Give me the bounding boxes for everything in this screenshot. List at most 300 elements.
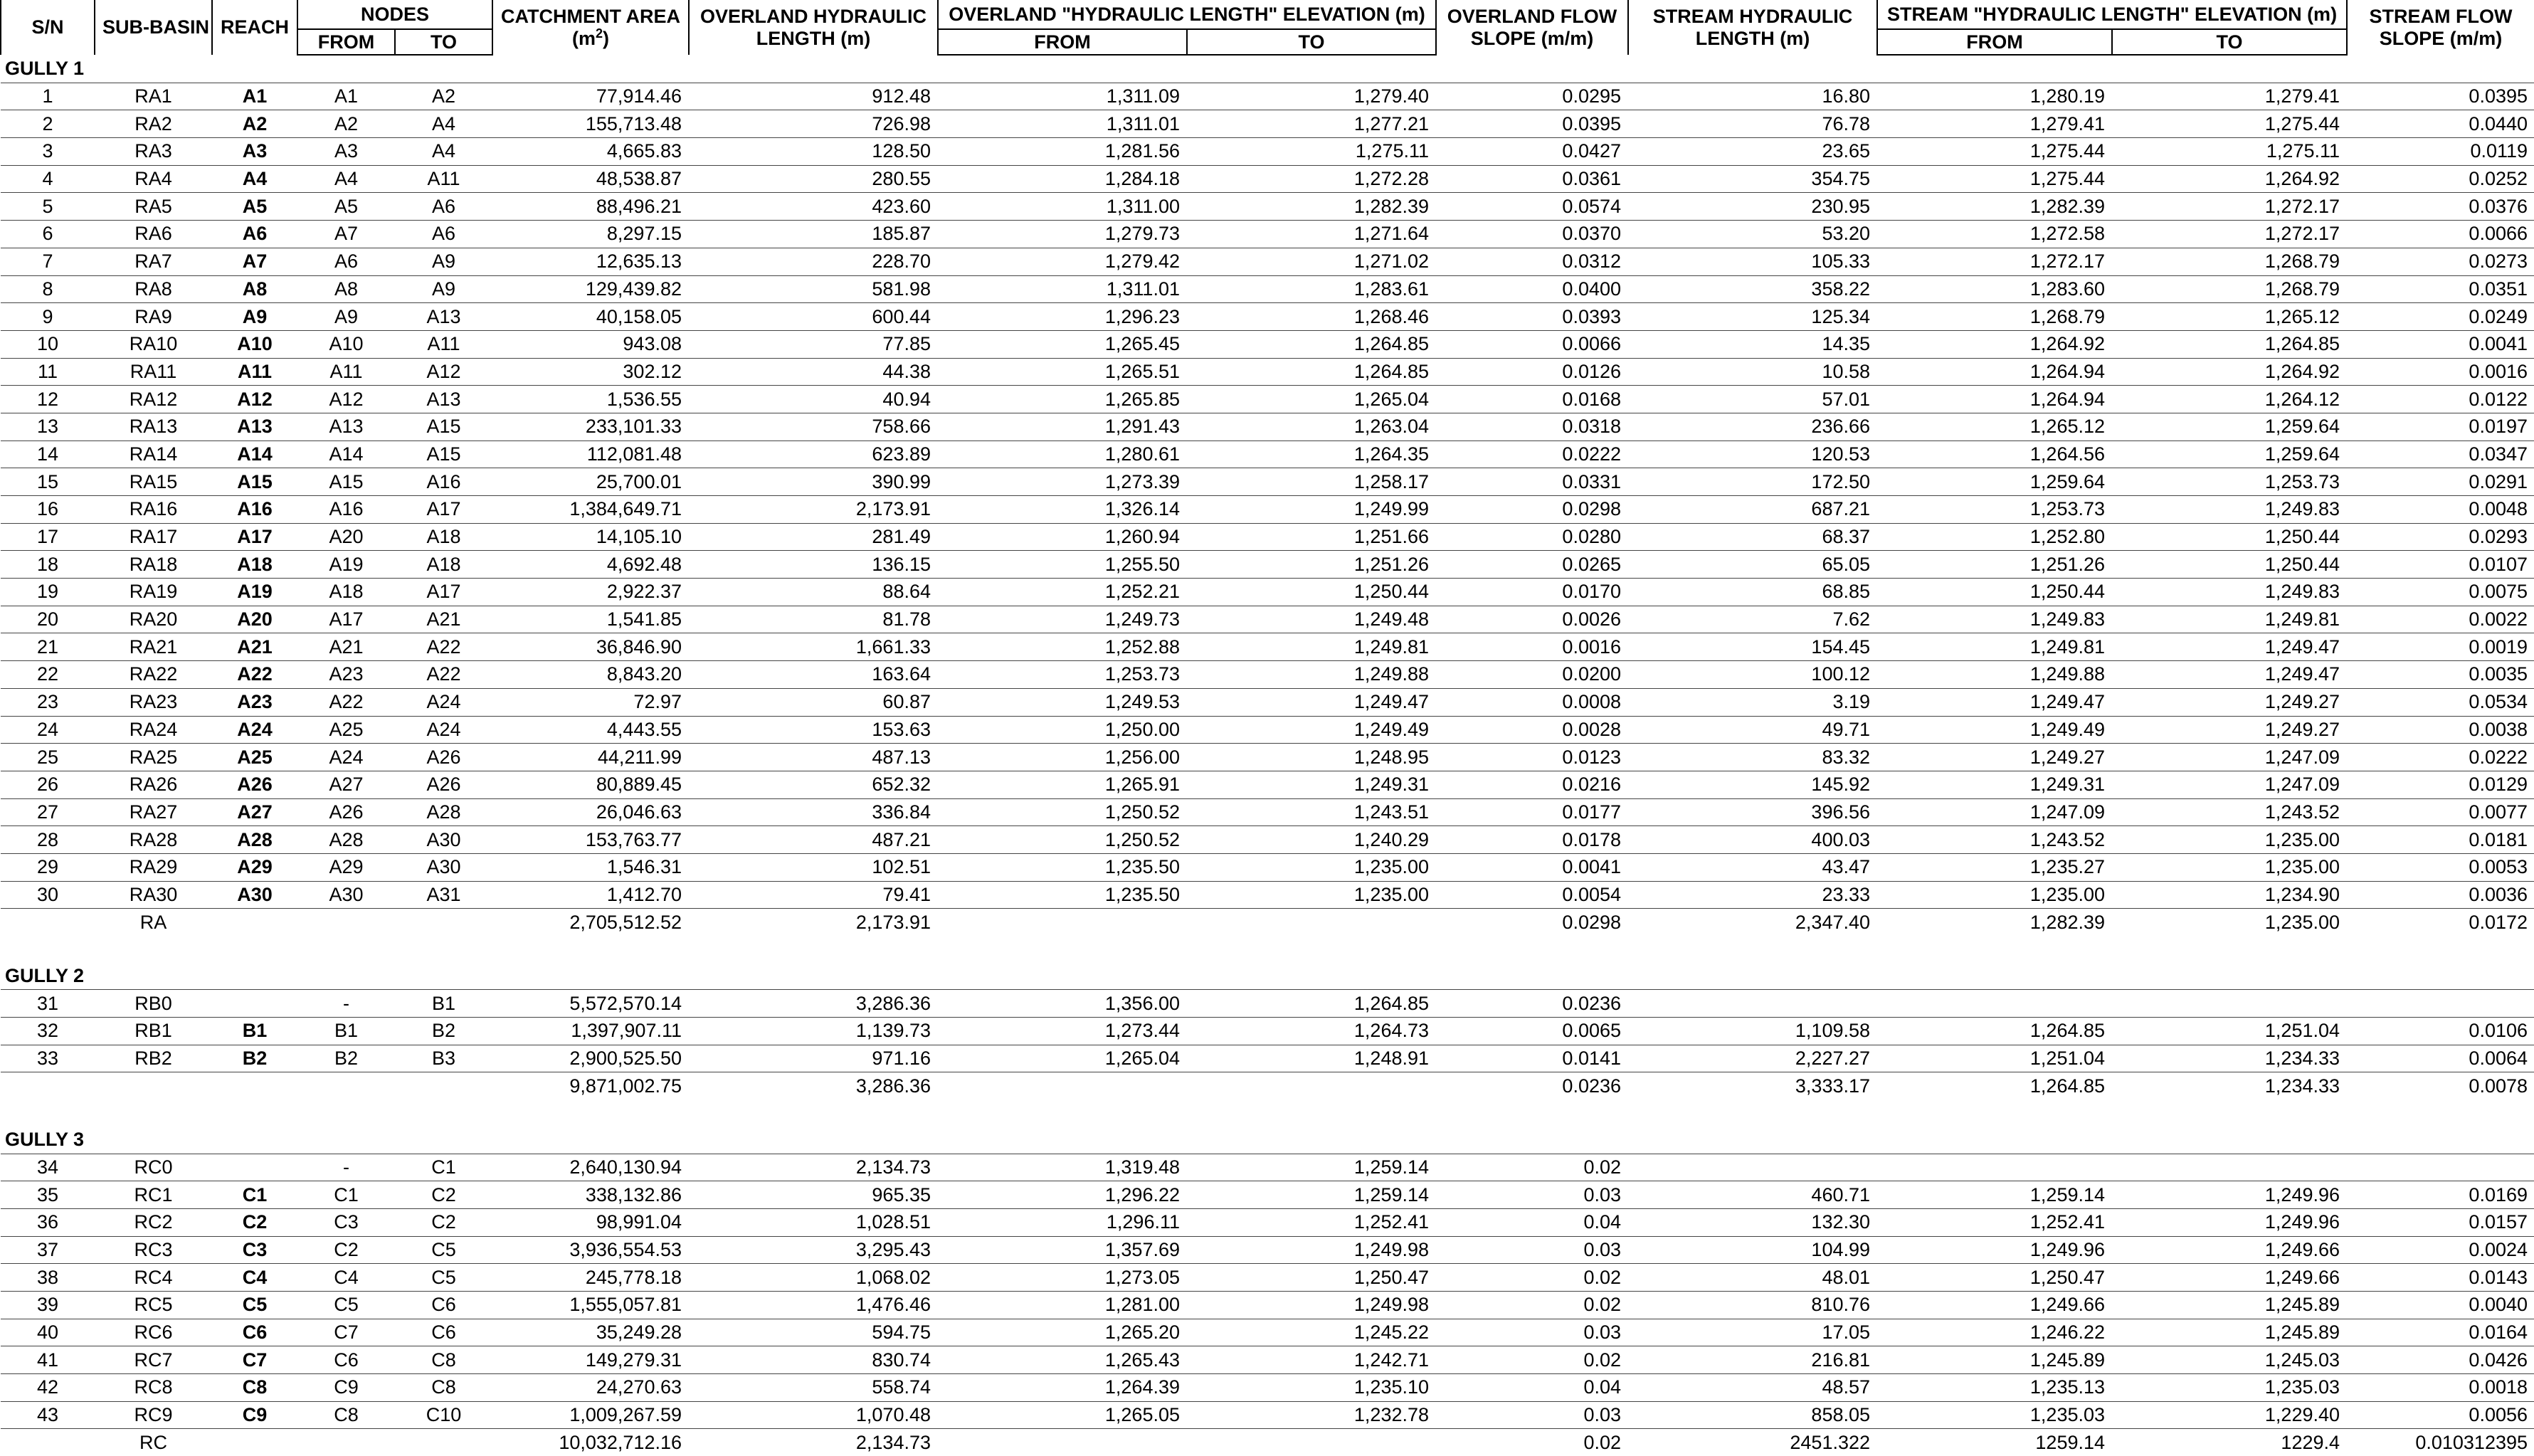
cell-overland-slope: 0.02	[1436, 1154, 1628, 1181]
cell-overland-length: 280.55	[689, 165, 938, 193]
cell-stream-slope: 0.0376	[2347, 193, 2534, 221]
cell-overland-slope: 0.0123	[1436, 744, 1628, 771]
header-overland-slope	[1436, 0, 1628, 55]
table-row	[1, 496, 2534, 524]
cell-overland-slope: 0.02	[1436, 1346, 1628, 1374]
cell-node-to: A6	[395, 193, 492, 221]
cell-overland-elev-from: 1,296.23	[938, 303, 1187, 331]
table-row	[1, 1374, 2534, 1402]
cell-stream-slope: 0.0078	[2469, 1075, 2528, 1097]
cell-stream-elev-from: 1,252.80	[1877, 523, 2112, 551]
table-row	[1, 386, 2534, 413]
table-body	[1, 55, 2534, 1456]
cell-reach: A1	[212, 83, 297, 110]
cell-overland-elev-to: 1,245.22	[1187, 1319, 1436, 1346]
cell-sub-basin: RA1	[95, 83, 212, 110]
cell-node-to: A11	[395, 330, 492, 358]
cell-catchment-area: 338,132.86	[492, 1181, 689, 1209]
cell-stream-elev-from: 1,264.92	[1877, 330, 2112, 358]
header-catchment-area-line1: CATCHMENT AREA	[501, 5, 680, 27]
cell-catchment-area: 35,249.28	[492, 1319, 689, 1346]
cell-sn: 15	[1, 468, 95, 496]
cell-stream-length: 358.22	[1628, 275, 1877, 303]
cell-overland-length: 77.85	[689, 330, 938, 358]
cell-stream-length: 48.57	[1628, 1374, 1877, 1402]
cell-node-from: A17	[297, 606, 395, 633]
cell-stream-length: 145.92	[1628, 771, 1877, 798]
cell-sn: 39	[1, 1291, 95, 1319]
cell-node-to	[395, 1072, 492, 1099]
cell-stream-elev-from: 1,247.09	[1877, 798, 2112, 826]
cell-stream-elev-from: 1,264.56	[1877, 441, 2112, 468]
cell-catchment-area: 2,922.37	[492, 579, 689, 606]
header-nodes: NODES	[297, 0, 492, 29]
cell-stream-length: 125.34	[1628, 303, 1877, 331]
cell-stream-elev-from: 1,251.26	[1877, 551, 2112, 579]
cell-overland-elev-to: 1,249.99	[1187, 496, 1436, 524]
header-overland-length-line2: LENGTH (m)	[756, 27, 871, 49]
header-row-1	[1, 0, 2534, 29]
cell-stream-elev-from: 1,282.39	[1877, 193, 2112, 221]
header-overland-from: FROM	[938, 29, 1187, 55]
cell-node-from: B1	[297, 1018, 395, 1045]
header-stream-slope	[2347, 0, 2534, 55]
cell-sub-basin: RA20	[95, 606, 212, 633]
cell-overland-elev-from: 1,284.18	[938, 165, 1187, 193]
cell-overland-slope: 0.0200	[1436, 661, 1628, 689]
cell-sub-basin: RC7	[95, 1346, 212, 1374]
cell-catchment-area: 1,546.31	[492, 853, 689, 881]
cell-catchment-area: 1,009,267.59	[492, 1401, 689, 1429]
cell-node-from: -	[297, 1154, 395, 1181]
table-row	[1, 1154, 2534, 1181]
cell-stream-slope: 0.0075	[2347, 579, 2534, 606]
cell-sub-basin: RA22	[95, 661, 212, 689]
cell-stream-elev-to: 1,250.44	[2112, 523, 2347, 551]
cell-sub-basin: RC2	[95, 1208, 212, 1236]
cell-overland-elev-from: 1,252.21	[938, 579, 1187, 606]
cell-node-from	[297, 1072, 395, 1099]
table-row	[1, 744, 2534, 771]
cell-overland-slope: 0.02	[1436, 1264, 1628, 1292]
cell-sub-basin: RA6	[95, 221, 212, 248]
cell-sn: 3	[1, 138, 95, 166]
cell-stream-length: 14.35	[1628, 330, 1877, 358]
cell-node-from: A1	[297, 83, 395, 110]
cell-reach: A28	[212, 826, 297, 854]
cell-overland-length: 1,068.02	[689, 1264, 938, 1292]
cell-node-from: A15	[297, 468, 395, 496]
cell-stream-slope: 0.0122	[2347, 386, 2534, 413]
cell-reach: C6	[212, 1319, 297, 1346]
cell-overland-length: 487.13	[689, 744, 938, 771]
cell-overland-elev-from: 1,265.45	[938, 330, 1187, 358]
header-overland-length	[689, 0, 938, 55]
cell-catchment-area: 943.08	[492, 330, 689, 358]
cell-stream-elev-to: 1,235.00	[2112, 853, 2347, 881]
cell-stream-elev-to: 1,249.47	[2112, 661, 2347, 689]
cell-stream-elev-from: 1,249.31	[1877, 771, 2112, 798]
cell-stream-elev-to: 1,235.00	[2112, 826, 2347, 854]
cell-node-to: A18	[395, 551, 492, 579]
cell-overland-length: 912.48	[689, 83, 938, 110]
cell-stream-elev-to: 1,250.44	[2112, 551, 2347, 579]
cell-sn: 5	[1, 193, 95, 221]
cell-stream-elev-to: 1,245.03	[2112, 1346, 2347, 1374]
cell-node-from: A23	[297, 661, 395, 689]
cell-overland-elev-to: 1,249.49	[1187, 716, 1436, 744]
cell-stream-length: 120.53	[1628, 441, 1877, 468]
cell-stream-elev-to: 1229.4	[2281, 1431, 2340, 1453]
cell-sn: 27	[1, 798, 95, 826]
table-row	[1, 990, 2534, 1018]
cell-overland-elev-to: 1,283.61	[1187, 275, 1436, 303]
cell-overland-elev-from: 1,235.50	[938, 881, 1187, 909]
cell-stream-elev-from: 1,279.41	[1877, 110, 2112, 138]
cell-stream-elev-to: 1,249.81	[2112, 606, 2347, 633]
cell-overland-length: 102.51	[689, 853, 938, 881]
cell-sub-basin: RA29	[95, 853, 212, 881]
table-row	[1, 441, 2534, 468]
cell-overland-slope: 0.0141	[1436, 1045, 1628, 1072]
cell-sub-basin: RA12	[95, 386, 212, 413]
cell-node-from: A16	[297, 496, 395, 524]
cell-stream-slope: 0.0426	[2347, 1346, 2534, 1374]
cell-catchment-area: 77,914.46	[492, 83, 689, 110]
cell-overland-length: 228.70	[689, 248, 938, 275]
cell-overland-length: 163.64	[689, 661, 938, 689]
cell-stream-elev-from: 1,246.22	[1877, 1319, 2112, 1346]
cell-stream-elev-to	[2112, 1154, 2347, 1181]
cell-node-to: A2	[395, 83, 492, 110]
cell-overland-elev-to: 1,263.04	[1187, 413, 1436, 441]
cell-stream-elev-to: 1,253.73	[2112, 468, 2347, 496]
cell-stream-length: 810.76	[1628, 1291, 1877, 1319]
cell-node-from: A18	[297, 579, 395, 606]
cell-reach: A23	[212, 688, 297, 716]
cell-node-from	[297, 909, 395, 936]
cell-stream-slope: 0.0395	[2347, 83, 2534, 110]
cell-node-to: A22	[395, 633, 492, 661]
cell-node-from: C4	[297, 1264, 395, 1292]
cell-overland-length: 153.63	[689, 716, 938, 744]
table-row	[1, 1319, 2534, 1346]
cell-stream-length: 3.19	[1628, 688, 1877, 716]
cell-catchment-area: 155,713.48	[492, 110, 689, 138]
cell-node-from: A24	[297, 744, 395, 771]
cell-overland-length: 79.41	[689, 881, 938, 909]
cell-overland-length: 281.49	[689, 523, 938, 551]
cell-sn: 32	[1, 1018, 95, 1045]
cell-catchment-area: 12,635.13	[492, 248, 689, 275]
cell-node-to: A26	[395, 744, 492, 771]
cell-sub-basin: RA17	[95, 523, 212, 551]
cell-catchment-area: 4,665.83	[492, 138, 689, 166]
cell-catchment-area: 8,297.15	[492, 221, 689, 248]
cell-catchment-area: 40,158.05	[492, 303, 689, 331]
cell-overland-slope: 0.0265	[1436, 551, 1628, 579]
header-catchment-area	[492, 0, 689, 55]
cell-reach: A3	[212, 138, 297, 166]
cell-overland-elev-to: 1,259.14	[1187, 1154, 1436, 1181]
cell-stream-elev-to: 1,251.04	[2112, 1018, 2347, 1045]
cell-overland-slope: 0.0318	[1436, 413, 1628, 441]
table-row	[1, 165, 2534, 193]
cell-stream-length: 858.05	[1628, 1401, 1877, 1429]
cell-stream-elev-to: 1,245.89	[2112, 1319, 2347, 1346]
cell-sn: 20	[1, 606, 95, 633]
cell-reach: B1	[212, 1018, 297, 1045]
cell-sn: 14	[1, 441, 95, 468]
cell-catchment-area: 44,211.99	[492, 744, 689, 771]
cell-sub-basin: RA4	[95, 165, 212, 193]
cell-sn: 2	[1, 110, 95, 138]
gully-title: GULLY 1	[1, 55, 2534, 83]
cell-reach: A9	[212, 303, 297, 331]
cell-node-to: C6	[395, 1291, 492, 1319]
cell-stream-slope: 0.0169	[2347, 1181, 2534, 1209]
cell-overland-elev-to: 1,240.29	[1187, 826, 1436, 854]
table-row	[1, 83, 2534, 110]
cell-overland-elev-from: 1,265.20	[938, 1319, 1187, 1346]
cell-stream-elev-to: 1,249.83	[2112, 496, 2347, 524]
cell-node-to: A4	[395, 138, 492, 166]
cell-overland-slope: 0.0280	[1436, 523, 1628, 551]
cell-overland-elev-from: 1,311.01	[938, 110, 1187, 138]
cell-stream-slope: 0.0351	[2347, 275, 2534, 303]
cell-stream-elev-to	[2112, 990, 2347, 1018]
cell-overland-elev-to: 1,268.46	[1187, 303, 1436, 331]
table-row	[1, 413, 2534, 441]
cell-overland-length: 88.64	[689, 579, 938, 606]
cell-node-to: A17	[395, 579, 492, 606]
cell-stream-slope: 0.0291	[2347, 468, 2534, 496]
total-row	[1, 1072, 2534, 1099]
cell-sn: 38	[1, 1264, 95, 1292]
cell-overland-elev-from	[938, 1429, 1187, 1456]
cell-sub-basin: RA24	[95, 716, 212, 744]
cell-overland-length: 726.98	[689, 110, 938, 138]
cell-overland-length: 581.98	[689, 275, 938, 303]
table-row	[1, 853, 2534, 881]
cell-stream-slope: 0.0040	[2347, 1291, 2534, 1319]
cell-overland-elev-from: 1,326.14	[938, 496, 1187, 524]
cell-overland-slope: 0.0026	[1436, 606, 1628, 633]
cell-stream-elev-to: 1,249.27	[2112, 688, 2347, 716]
cell-sn: 36	[1, 1208, 95, 1236]
cell-reach: A19	[212, 579, 297, 606]
cell-reach: A25	[212, 744, 297, 771]
cell-stream-slope: 0.0022	[2347, 606, 2534, 633]
cell-stream-length: 68.37	[1628, 523, 1877, 551]
cell-stream-slope: 0.0440	[2347, 110, 2534, 138]
cell-overland-elev-from: 1,311.00	[938, 193, 1187, 221]
cell-stream-elev-to: 1,249.27	[2112, 716, 2347, 744]
cell-node-to	[395, 909, 492, 936]
total-row	[1, 1429, 2534, 1456]
cell-stream-slope: 0.0036	[2347, 881, 2534, 909]
cell-stream-length: 57.01	[1628, 386, 1877, 413]
cell-sn: 1	[1, 83, 95, 110]
cell-overland-length: 136.15	[689, 551, 938, 579]
cell-node-to: A28	[395, 798, 492, 826]
cell-stream-slope: 0.0038	[2347, 716, 2534, 744]
cell-reach: A8	[212, 275, 297, 303]
table-row	[1, 248, 2534, 275]
cell-stream-elev-from: 1,250.47	[1877, 1264, 2112, 1292]
table-row	[1, 1401, 2534, 1429]
cell-stream-elev-to: 1,249.66	[2112, 1264, 2347, 1292]
cell-stream-slope: 0.0106	[2347, 1018, 2534, 1045]
cell-overland-length: 390.99	[689, 468, 938, 496]
cell-sub-basin: RA13	[95, 413, 212, 441]
cell-reach: C9	[212, 1401, 297, 1429]
cell-node-to: B3	[395, 1045, 492, 1072]
cell-stream-length: 1,109.58	[1628, 1018, 1877, 1045]
cell-catchment-area: 1,541.85	[492, 606, 689, 633]
header-reach: REACH	[212, 0, 297, 55]
cell-node-from: A28	[297, 826, 395, 854]
header-stream-length	[1628, 0, 1877, 55]
cell-stream-length: 132.30	[1628, 1208, 1877, 1236]
cell-stream-length: 172.50	[1628, 468, 1877, 496]
cell-node-from: A3	[297, 138, 395, 166]
cell-sn: 35	[1, 1181, 95, 1209]
cell-reach: A22	[212, 661, 297, 689]
cell-node-to: C2	[395, 1181, 492, 1209]
cell-node-from: B2	[297, 1045, 395, 1072]
cell-overland-length: 423.60	[689, 193, 938, 221]
table-row	[1, 275, 2534, 303]
cell-node-to: A11	[395, 165, 492, 193]
cell-reach: A24	[212, 716, 297, 744]
cell-overland-elev-from: 1,265.91	[938, 771, 1187, 798]
cell-reach: C7	[212, 1346, 297, 1374]
cell-overland-elev-to: 1,249.81	[1187, 633, 1436, 661]
spacer-cell	[1, 936, 2534, 963]
cell-node-to: A17	[395, 496, 492, 524]
table-row	[1, 661, 2534, 689]
cell-overland-elev-from: 1,273.39	[938, 468, 1187, 496]
cell-node-to: C10	[395, 1401, 492, 1429]
cell-overland-elev-to: 1,235.10	[1187, 1374, 1436, 1402]
table-row	[1, 1208, 2534, 1236]
cell-overland-elev-to: 1,259.14	[1187, 1181, 1436, 1209]
cell-node-from: A21	[297, 633, 395, 661]
cell-catchment-area: 80,889.45	[492, 771, 689, 798]
cell-overland-slope: 0.0126	[1436, 358, 1628, 386]
header-stream-length-line1: STREAM HYDRAULIC	[1652, 5, 1853, 27]
cell-sub-basin: RA10	[95, 330, 212, 358]
cell-stream-length: 7.62	[1628, 606, 1877, 633]
cell-stream-length: 687.21	[1628, 496, 1877, 524]
cell-overland-slope: 0.0008	[1436, 688, 1628, 716]
cell-catchment-area: 149,279.31	[492, 1346, 689, 1374]
table-row	[1, 771, 2534, 798]
cell-sn: 13	[1, 413, 95, 441]
spacer-row	[1, 936, 2534, 963]
cell-stream-elev-from: 1,282.39	[2029, 911, 2106, 933]
cell-node-from: A6	[297, 248, 395, 275]
cell-overland-slope: 0.0298	[1562, 911, 1622, 933]
table-row	[1, 1264, 2534, 1292]
cell-catchment-area: 1,412.70	[492, 881, 689, 909]
cell-stream-elev-to: 1,264.85	[2112, 330, 2347, 358]
cell-catchment-area: 1,384,649.71	[492, 496, 689, 524]
cell-node-from: C5	[297, 1291, 395, 1319]
cell-sn: 43	[1, 1401, 95, 1429]
cell-overland-slope: 0.0295	[1436, 83, 1628, 110]
cell-reach: A30	[212, 881, 297, 909]
cell-overland-slope: 0.0370	[1436, 221, 1628, 248]
cell-sub-basin: RC	[139, 1431, 167, 1453]
cell-sn: 33	[1, 1045, 95, 1072]
cell-overland-elev-from: 1,256.00	[938, 744, 1187, 771]
cell-node-to: A6	[395, 221, 492, 248]
cell-stream-length: 105.33	[1628, 248, 1877, 275]
cell-sn	[1, 909, 95, 936]
table-row	[1, 1346, 2534, 1374]
cell-stream-elev-to: 1,234.33	[2264, 1075, 2340, 1097]
cell-overland-elev-to: 1,251.66	[1187, 523, 1436, 551]
cell-node-from: A22	[297, 688, 395, 716]
cell-sub-basin: RA19	[95, 579, 212, 606]
cell-catchment-area: 8,843.20	[492, 661, 689, 689]
table-row	[1, 826, 2534, 854]
cell-stream-length: 68.85	[1628, 579, 1877, 606]
cell-overland-slope: 0.0028	[1436, 716, 1628, 744]
cell-stream-length: 236.66	[1628, 413, 1877, 441]
cell-overland-length: 2,173.91	[855, 911, 931, 933]
cell-stream-length: 396.56	[1628, 798, 1877, 826]
cell-stream-elev-from: 1,259.64	[1877, 468, 2112, 496]
cell-overland-length: 594.75	[689, 1319, 938, 1346]
cell-overland-length: 128.50	[689, 138, 938, 166]
cell-sn: 26	[1, 771, 95, 798]
cell-sub-basin: RB0	[95, 990, 212, 1018]
cell-stream-length: 3,333.17	[1795, 1075, 1871, 1097]
cell-stream-elev-to: 1,249.96	[2112, 1181, 2347, 1209]
cell-sub-basin: RC6	[95, 1319, 212, 1346]
cell-stream-elev-from: 1,249.49	[1877, 716, 2112, 744]
cell-overland-length: 1,139.73	[689, 1018, 938, 1045]
cell-stream-elev-from: 1,249.96	[1877, 1236, 2112, 1264]
cell-overland-elev-from: 1,265.05	[938, 1401, 1187, 1429]
cell-reach: A4	[212, 165, 297, 193]
cell-catchment-area: 24,270.63	[492, 1374, 689, 1402]
cell-sub-basin: RA18	[95, 551, 212, 579]
cell-stream-elev-to: 1,268.79	[2112, 275, 2347, 303]
cell-sn: 34	[1, 1154, 95, 1181]
cell-stream-length: 154.45	[1628, 633, 1877, 661]
cell-reach: A10	[212, 330, 297, 358]
cell-reach	[212, 1154, 297, 1181]
cell-sn: 16	[1, 496, 95, 524]
cell-node-to: A30	[395, 853, 492, 881]
cell-overland-slope: 0.0427	[1436, 138, 1628, 166]
cell-node-to: C5	[395, 1264, 492, 1292]
cell-stream-slope: 0.0053	[2347, 853, 2534, 881]
cell-stream-elev-from: 1,249.47	[1877, 688, 2112, 716]
cell-overland-slope: 0.0236	[1436, 990, 1628, 1018]
cell-overland-slope: 0.0177	[1436, 798, 1628, 826]
cell-sub-basin: RC0	[95, 1154, 212, 1181]
cell-catchment-area: 9,871,002.75	[569, 1075, 682, 1097]
cell-node-to: A24	[395, 688, 492, 716]
cell-sn: 31	[1, 990, 95, 1018]
cell-overland-slope: 0.0065	[1436, 1018, 1628, 1045]
cell-overland-elev-to: 1,249.48	[1187, 606, 1436, 633]
